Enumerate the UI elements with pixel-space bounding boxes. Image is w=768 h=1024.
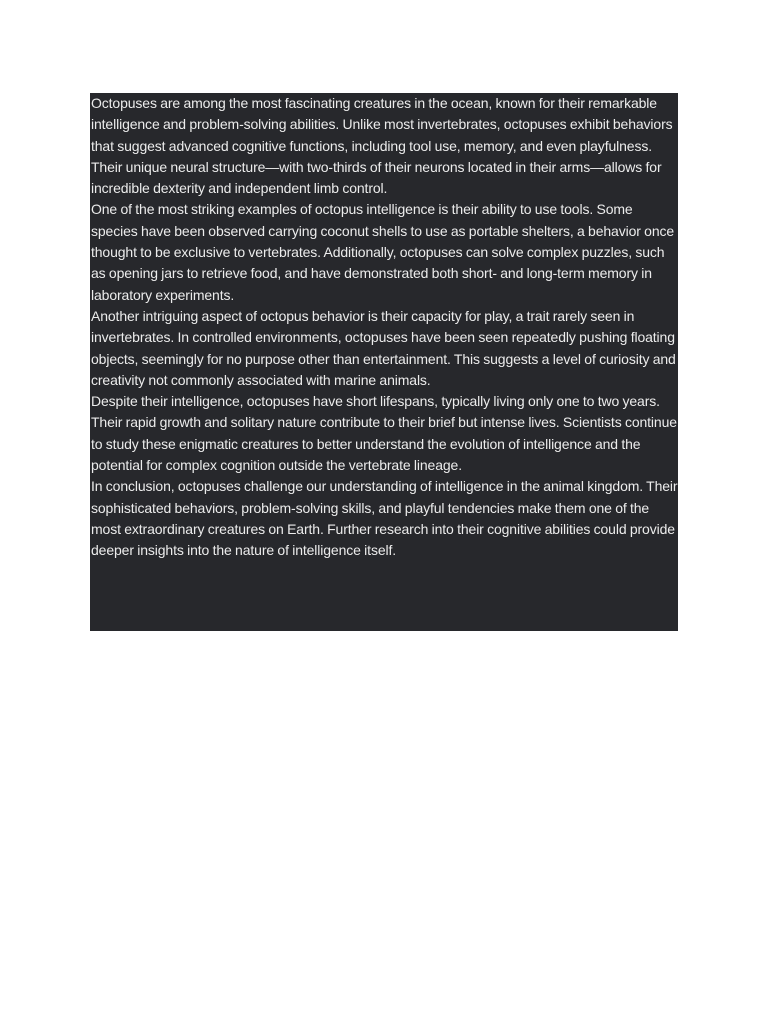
paragraph-1: Octopuses are among the most fascinating creatures in the ocean, known for their remarkable intelligence and problem-solving abilities. Unlike most invertebrates, octopuses exhibit behaviors that suggest advanced cognitive functions, including tool use, memory, and even playfulness. Their unique neural structure—with two-thirds of their neurons located in their arms—allows for incredible dexterity and independent limb control. bbox=[91, 95, 673, 197]
text-block bbox=[90, 93, 678, 631]
paragraph-4: Despite their intelligence, octopuses have short lifespans, typically living only one to two years. Their rapid growth and solitary nature contribute to their brief but intense lives. Scientists continue to study these enigmatic creatures to better understand the evolution of intelligence and the potential for complex cognition outside the vertebrate lineage. bbox=[91, 393, 677, 474]
paragraph-3: Another intriguing aspect of octopus behavior is their capacity for play, a trait rarely seen in invertebrates. In controlled environments, octopuses have been seen repeatedly pushing floating objects, seemingly for no purpose other than entertainment. This suggests a level of curiosity and creativity not commonly associated with marine animals. bbox=[91, 307, 676, 388]
paragraph-5: In conclusion, octopuses challenge our understanding of intelligence in the animal kingdom. Their sophisticated behaviors, problem-solving skills, and playful tendencies make them one of the most extraordinary creatures on Earth. Further research into their cognitive abilities could provide deeper insights into the nature of intelligence itself. bbox=[91, 478, 678, 559]
paragraph-2: One of the most striking examples of octopus intelligence is their ability to use tools. Some species have been observed carrying coconut shells to use as portable shelters, a behavior once thought to be exclusive to vertebrates. Additionally, octopuses can solve complex puzzles, such as opening jars to retrieve food, and have demonstrated both short- and long-term memory in laboratory experiments. bbox=[91, 201, 675, 303]
